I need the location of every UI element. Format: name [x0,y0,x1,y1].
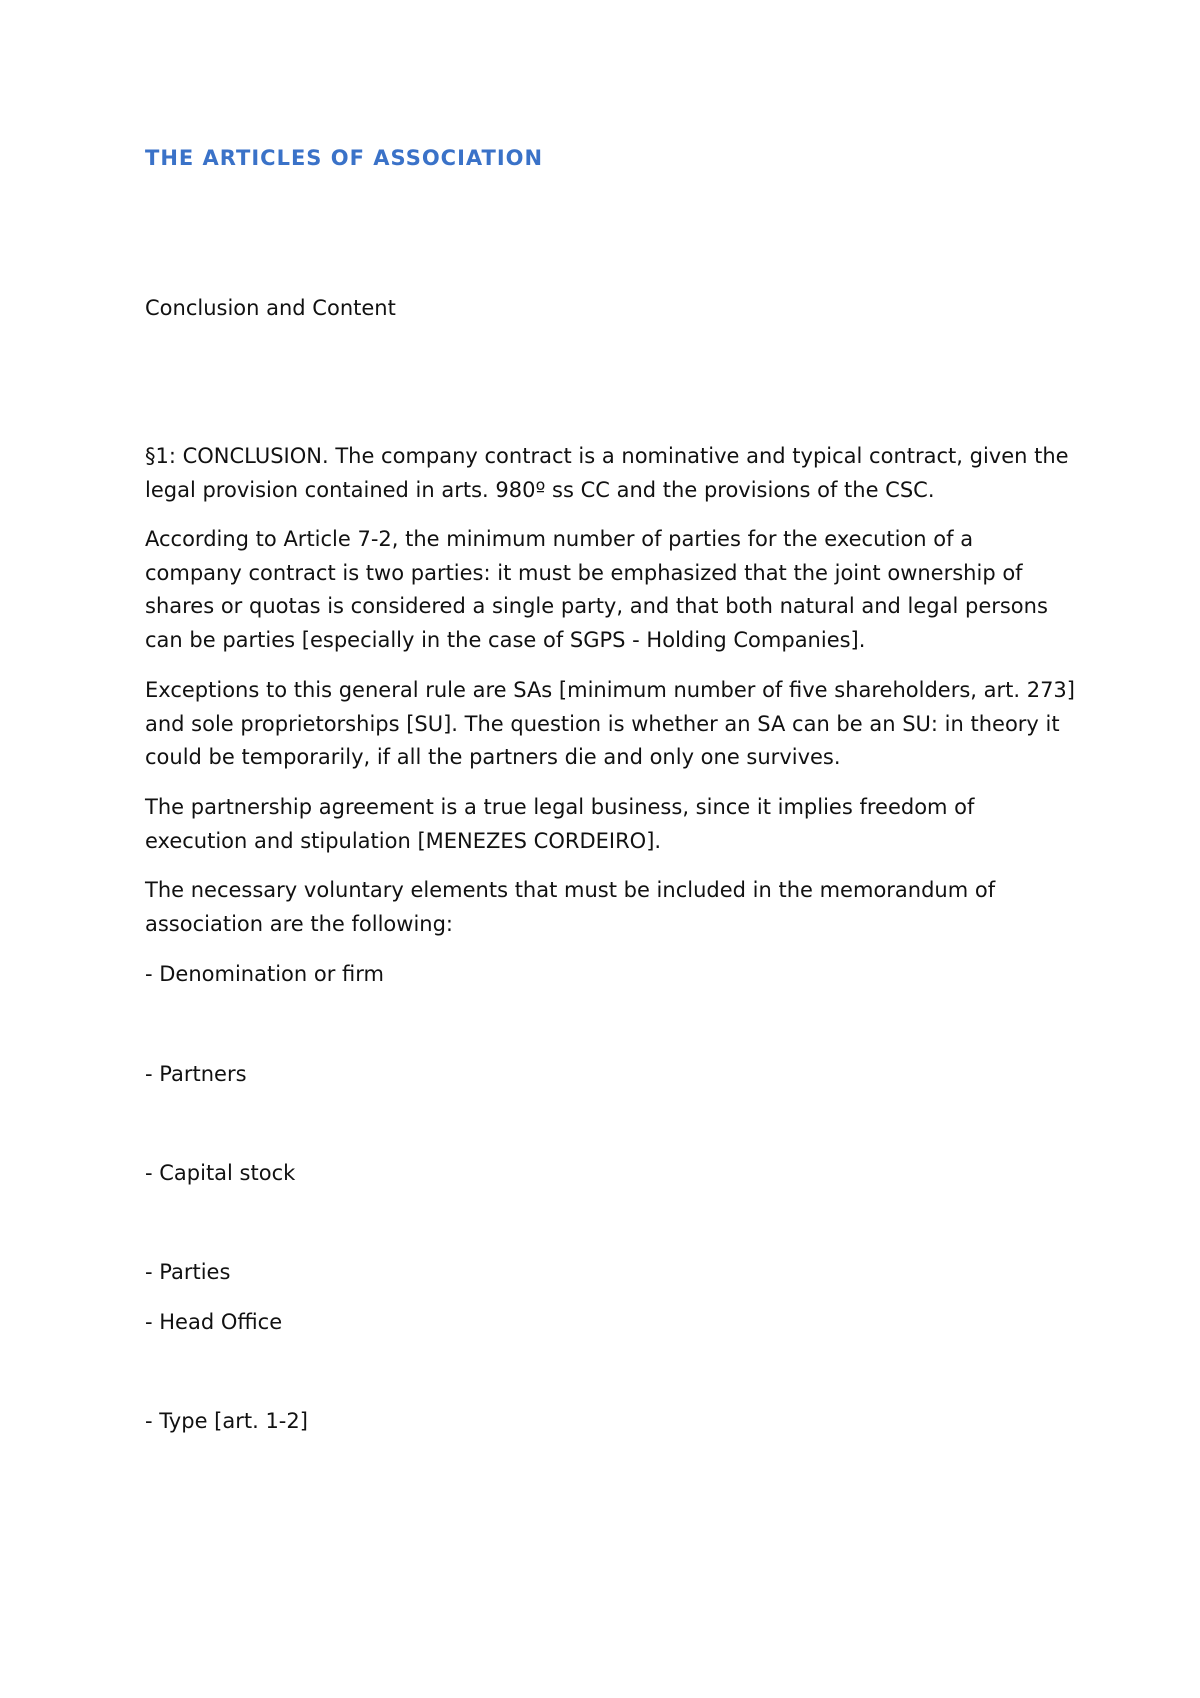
list-item-capital-stock: - Capital stock [145,1161,296,1185]
paragraph-legal-business: The partnership agreement is a true legal business, since it implies freedom of execution and stipulation [MENEZES CORDEIRO]. [145,795,975,853]
paragraph-minimum-parties: According to Article 7-2, the minimum number of parties for the execution of a company contract is two parties: it must be emphasized that the joint ownership of shares or quotas is considered a single party, and that both natural and legal persons can be parties [especially in the case of SGPS - Holding Companies]. [145,527,1048,652]
list-item-head-office: - Head Office [145,1310,283,1334]
paragraph-necessary-elements: The necessary voluntary elements that must be included in the memorandum of association are the following: [145,878,996,936]
paragraph-conclusion: §1: CONCLUSION. The company contract is a nominative and typical contract, given the legal provision contained in arts. 980º ss CC and the provisions of the CSC. [145,444,1069,502]
list-item-type: - Type [art. 1-2] [145,1409,308,1433]
list-item-partners: - Partners [145,1062,247,1086]
list-item-denomination: - Denomination or firm [145,962,384,986]
paragraph-exceptions: Exceptions to this general rule are SAs [minimum number of five shareholders, art. 273] and sole proprietorships [SU]. The question is whether an SA can be an SU: in theory it could be temporarily, if all the partners die and only one survives. [145,678,1075,769]
section-subtitle: Conclusion and Content [145,296,396,320]
list-item-parties: - Parties [145,1260,231,1284]
document-title: THE ARTICLES OF ASSOCIATION [145,146,544,170]
